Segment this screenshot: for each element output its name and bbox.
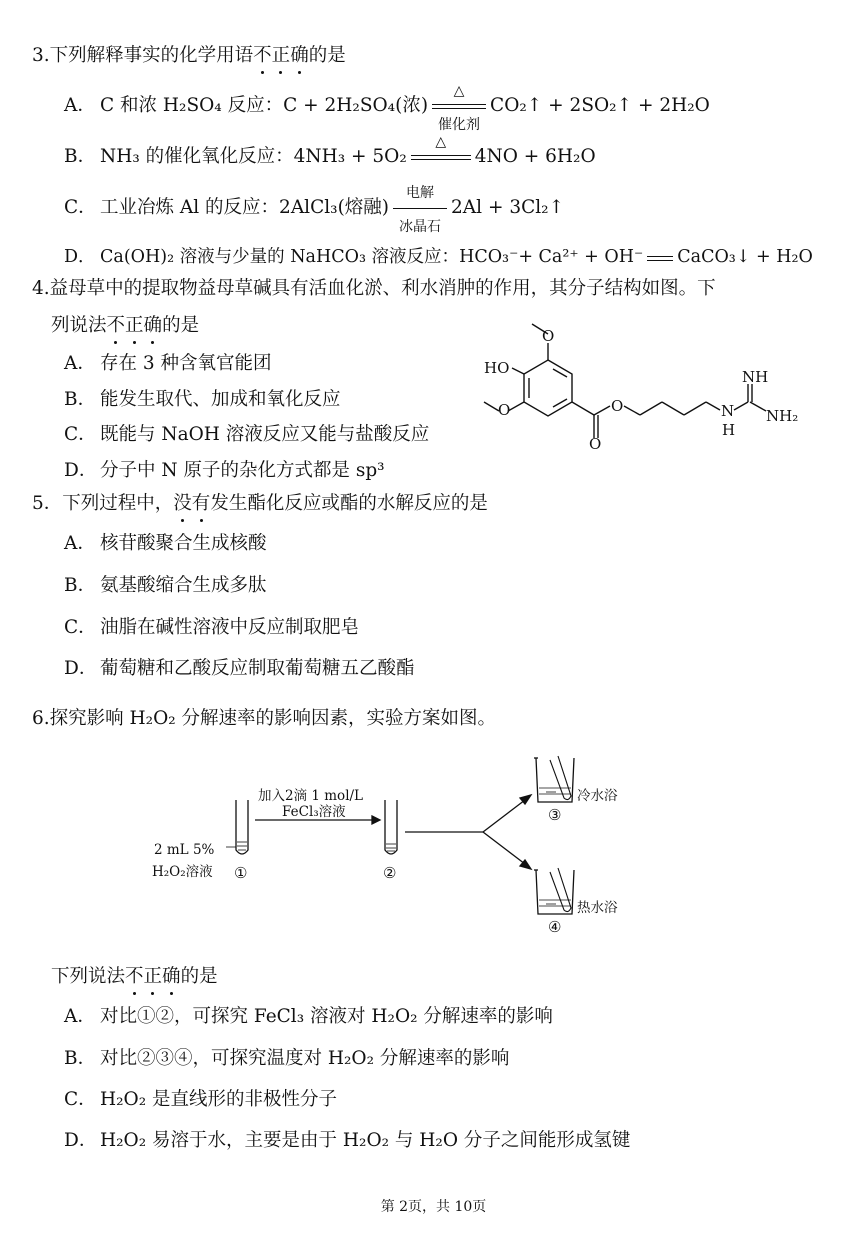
atom-o: O — [542, 327, 555, 345]
tube1-volume-label: 2 mL 5% — [154, 842, 215, 858]
atom-h: H — [722, 421, 736, 439]
molecule-structure — [470, 318, 820, 450]
tube1-solution-label: H₂O₂溶液 — [152, 864, 213, 880]
q4-stem-line1: 4.益母草中的提取物益母草碱具有活血化淤、利水消肿的作用，其分子结构如图。下 — [32, 278, 716, 299]
q5-option-b: B． 氨基酸缩合生成多肽 — [64, 575, 267, 596]
condition-arrow: △ 催化剂 — [430, 94, 488, 118]
atom-nh: NH — [742, 368, 769, 386]
q6-option-b: B． 对比②③④，可探究温度对 H₂O₂ 分解速率的影响 — [64, 1048, 510, 1069]
q4-option-b: B． 能发生取代、加成和氧化反应 — [64, 389, 341, 410]
page-footer: 第 2页，共 10页 — [380, 1199, 487, 1215]
reagent-label-2: FeCl₃溶液 — [282, 804, 346, 820]
label-circle-4: ④ — [548, 918, 562, 936]
q3-option-b: B． NH₃ 的催化氧化反应：4NH₃ + 5O₂ △ 4NO + 6H₂O — [64, 134, 596, 167]
q3-stem: 3.下列解释事实的化学用语不正确的是 — [32, 45, 346, 66]
condition-arrow: 电解 冰晶石 — [391, 196, 449, 220]
q5-option-a: A． 核苷酸聚合生成核酸 — [64, 533, 267, 554]
atom-o: O — [589, 435, 602, 450]
q3-option-a: A． C 和浓 H₂SO₄ 反应：C + 2H₂SO₄(浓) △ 催化剂 CO₂↑ + 2SO₂↑ + 2H₂O — [64, 83, 710, 133]
atom-n: N — [721, 402, 735, 420]
q6-stem: 6.探究影响 H₂O₂ 分解速率的影响因素，实验方案如图。 — [32, 708, 497, 729]
atom-o: O — [498, 401, 511, 419]
experiment-diagram — [140, 738, 660, 938]
hot-bath-label: 热水浴 — [577, 900, 618, 916]
q5-option-d: D． 葡萄糖和乙酸反应制取葡萄糖五乙酸酯 — [64, 658, 415, 679]
cold-bath-label: 冷水浴 — [577, 788, 618, 804]
reagent-label-1: 加入2滴 1 mol/L — [258, 788, 364, 804]
q4-option-a: A． 存在 3 种含氧官能团 — [64, 353, 272, 374]
q4-stem-line2: 列说法不正确的是 — [51, 315, 200, 336]
label-circle-1: ① — [234, 864, 248, 882]
q5-stem: 5．下列过程中，没有发生酯化反应或酯的水解反应的是 — [32, 493, 488, 514]
label-circle-3: ③ — [548, 806, 562, 824]
q4-option-d: D． 分子中 N 原子的杂化方式都是 sp³ — [64, 460, 385, 481]
atom-o: O — [611, 397, 624, 415]
atom-ho: HO — [484, 359, 510, 377]
q6-option-c: C． H₂O₂ 是直线形的非极性分子 — [64, 1089, 338, 1110]
q3-option-c: C． 工业冶炼 Al 的反应：2AlCl₃(熔融) 电解 冰晶石 2Al + 3Cl₂↑ — [64, 185, 565, 235]
q6-sub-stem: 下列说法不正确的是 — [51, 966, 218, 987]
q5-option-c: C． 油脂在碱性溶液中反应制取肥皂 — [64, 617, 360, 638]
atom-nh2: NH₂ — [766, 407, 799, 425]
condition-arrow: △ — [409, 145, 473, 169]
q6-option-d: D． H₂O₂ 易溶于水，主要是由于 H₂O₂ 与 H₂O 分子之间能形成氢键 — [64, 1130, 631, 1151]
q3-option-d: D． Ca(OH)₂ 溶液与少量的 NaHCO₃ 溶液反应：HCO₃⁻+ Ca²⁺ + OH⁻ CaCO₃↓ + H₂O — [64, 245, 813, 270]
label-circle-2: ② — [383, 864, 397, 882]
q4-option-c: C． 既能与 NaOH 溶液反应又能与盐酸反应 — [64, 424, 430, 445]
q6-option-a: A． 对比①②，可探究 FeCl₃ 溶液对 H₂O₂ 分解速率的影响 — [64, 1006, 553, 1027]
equals-sign — [645, 246, 675, 270]
